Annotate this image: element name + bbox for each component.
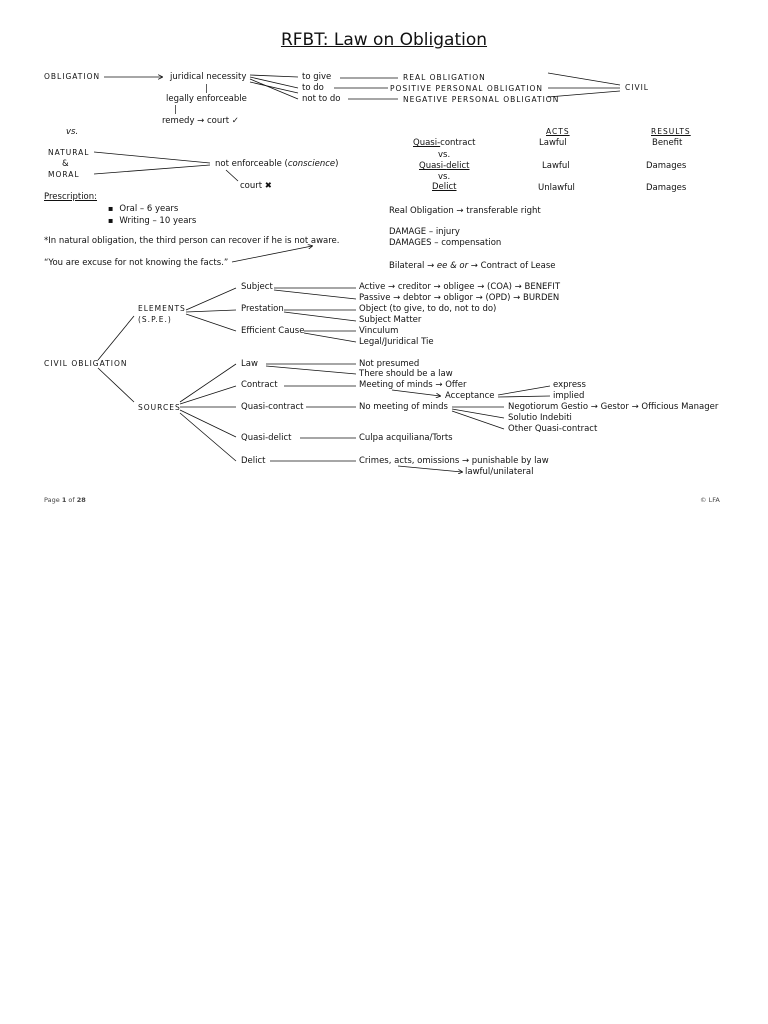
line-natural <box>94 152 210 163</box>
cause-vinculum: Vinculum <box>359 326 399 336</box>
prescription-label: Prescription: <box>44 192 98 202</box>
negative-personal-obligation: NEGATIVE PERSONAL OBLIGATION <box>403 95 560 104</box>
def-bilateral: Bilateral → ee & or → Contract of Lease <box>389 261 556 271</box>
not-to-do: not to do <box>302 94 341 104</box>
row-quasi-contract-act: Lawful <box>539 138 567 148</box>
page-title: RFBT: Law on Obligation <box>280 30 488 50</box>
sources-label: SOURCES <box>138 403 181 412</box>
legally-enforceable: legally enforceable <box>166 94 247 104</box>
row-delict: Delict <box>432 182 457 192</box>
pipe-1: | <box>205 84 208 94</box>
line-court <box>226 170 238 181</box>
line-note-arrow <box>232 246 312 262</box>
line-law-law <box>266 366 356 374</box>
court-x: court ✖ <box>240 181 272 191</box>
source-delict: Delict <box>241 456 266 466</box>
qc-negotiorum: Negotiorum Gestio → Gestor → Officious Manager <box>508 402 719 412</box>
row-delict-act: Unlawful <box>538 183 575 193</box>
real-obligation: REAL OBLIGATION <box>403 73 486 82</box>
line-meeting-acceptance <box>392 390 440 396</box>
civil-label: CIVIL <box>625 83 649 92</box>
elements-label: ELEMENTS <box>138 304 186 313</box>
contract-meeting-minds: Meeting of minds → Offer <box>359 380 467 390</box>
line-co-sources <box>98 368 134 402</box>
moral-label: MORAL <box>48 170 80 179</box>
line-src-qd <box>180 410 236 437</box>
prescription-list <box>102 203 196 227</box>
qc-solutio: Solutio Indebiti <box>508 413 572 423</box>
law-should-be-law: There should be a law <box>359 369 453 379</box>
qc-other: Other Quasi-contract <box>508 424 598 434</box>
note-excuse: “You are excuse for not knowing the facts.” <box>44 258 229 268</box>
line-src-law <box>180 364 236 402</box>
vs-2: vs. <box>438 172 451 182</box>
contract-acceptance: Acceptance <box>445 391 495 401</box>
note-third-person: *In natural obligation, the third person can recover if he is not aware. <box>44 236 340 246</box>
def-damages: DAMAGES – compensation <box>389 238 502 248</box>
line-crimes-lawful <box>398 466 462 472</box>
line-cause-legal <box>304 333 356 342</box>
qc-no-meeting: No meeting of minds <box>359 402 448 412</box>
element-subject: Subject <box>241 282 273 292</box>
prestation-subject-matter: Subject Matter <box>359 315 422 325</box>
civil-obligation-label: CIVIL OBLIGATION <box>44 359 128 368</box>
results-header: RESULTS <box>651 127 691 136</box>
row-quasi-contract-result: Benefit <box>652 138 683 148</box>
acceptance-implied: implied <box>553 391 585 401</box>
page-number: Page 1 of 28 <box>44 496 86 504</box>
vs-label: vs. <box>66 127 79 137</box>
delict-crimes: Crimes, acts, omissions → punishable by law <box>359 456 549 466</box>
qd-culpa: Culpa acquiliana/Torts <box>359 433 453 443</box>
prescription-oral: ▪ Oral – 6 years <box>116 203 196 215</box>
to-do: to do <box>302 83 324 93</box>
line-real-civil <box>548 73 620 85</box>
source-law: Law <box>241 359 258 369</box>
remedy-court: remedy → court ✓ <box>162 116 239 126</box>
line-jur-togive <box>250 75 298 77</box>
source-quasi-delict: Quasi-delict <box>241 433 292 443</box>
line-prestation-sm <box>284 312 356 321</box>
line-src-contract <box>180 386 236 404</box>
prestation-object: Object (to give, to do, not to do) <box>359 304 497 314</box>
element-efficient-cause: Efficient Cause <box>241 326 305 336</box>
natural-label: NATURAL <box>48 148 90 157</box>
vs-1: vs. <box>438 150 451 160</box>
row-quasi-delict-act: Lawful <box>542 161 570 171</box>
line-acc-implied <box>498 396 550 397</box>
obligation-label: OBLIGATION <box>44 72 101 81</box>
acts-header: ACTS <box>546 127 570 136</box>
cause-legal-tie: Legal/Juridical Tie <box>359 337 434 347</box>
acceptance-express: express <box>553 380 586 390</box>
source-quasi-contract: Quasi-contract <box>241 402 304 412</box>
line-src-delict <box>180 413 236 461</box>
line-co-elements <box>98 316 134 360</box>
row-quasi-delict: Quasi-delict <box>419 161 470 171</box>
line-acc-express <box>498 386 550 395</box>
row-delict-result: Damages <box>646 183 687 193</box>
positive-personal-obligation: POSITIVE PERSONAL OBLIGATION <box>390 84 543 93</box>
line-el-prestation <box>186 310 236 312</box>
not-enforceable: not enforceable (conscience) <box>215 159 339 169</box>
source-contract: Contract <box>241 380 278 390</box>
line-subject-passive <box>274 290 356 299</box>
line-jur-legally <box>250 82 298 93</box>
line-el-cause <box>186 314 236 331</box>
line-jur-todo <box>250 77 298 88</box>
def-damage: DAMAGE – injury <box>389 227 460 237</box>
delict-lawful-unilateral: lawful/unilateral <box>465 467 534 477</box>
pipe-2: | <box>174 105 177 115</box>
law-not-presumed: Not presumed <box>359 359 420 369</box>
juridical-necessity: juridical necessity <box>170 72 247 82</box>
def-real-obligation: Real Obligation → transferable right <box>389 206 541 216</box>
line-moral <box>94 165 210 174</box>
line-jur-nottodo <box>250 79 298 99</box>
subject-active: Active → creditor → obligee → (COA) → BENEFIT <box>359 282 561 292</box>
element-prestation: Prestation <box>241 304 284 314</box>
row-quasi-contract: Quasi-contract <box>413 138 476 148</box>
line-el-subject <box>186 288 236 310</box>
row-quasi-delict-result: Damages <box>646 161 687 171</box>
subject-passive: Passive → debtor → obligor → (OPD) → BURDEN <box>359 293 560 303</box>
prescription-writing: ▪ Writing – 10 years <box>116 215 196 227</box>
ampersand-label: & <box>62 159 69 169</box>
to-give: to give <box>302 72 332 82</box>
copyright: © LFA <box>700 496 720 504</box>
spe-label: (S.P.E.) <box>138 315 172 324</box>
